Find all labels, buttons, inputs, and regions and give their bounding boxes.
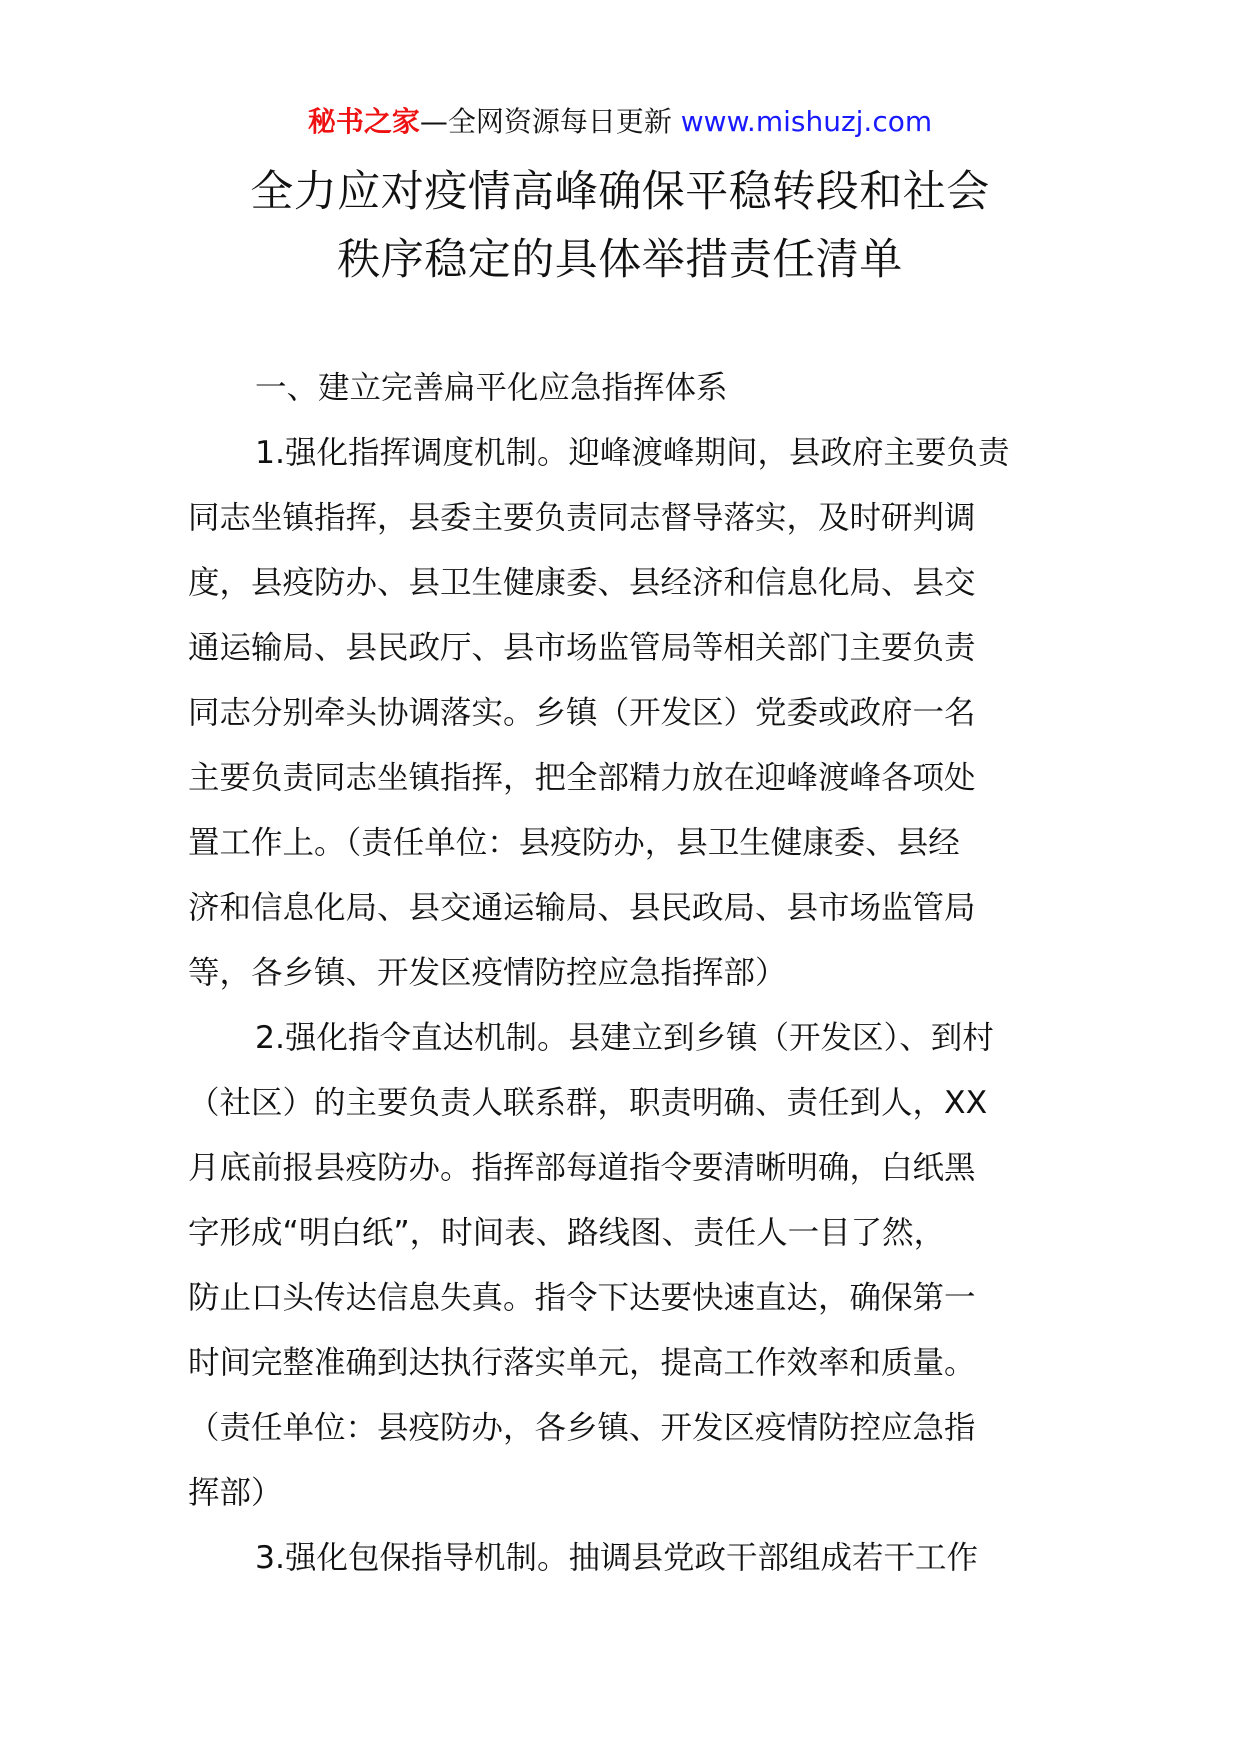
document-title-line-2: 秩序稳定的具体举措责任清单 [337,235,903,285]
document-title-line-1: 全力应对疫情高峰确保平稳转段和社会 [250,167,990,217]
body-line: 等，各乡镇、开发区疫情防控应急指挥部） [188,955,787,991]
body-line: 3.强化包保指导机制。抽调县党政干部组成若干工作 [255,1540,979,1576]
body-line: 1.强化指挥调度机制。迎峰渡峰期间，县政府主要负责 [255,435,1010,471]
body-line: 置工作上。（责任单位：县疫防办，县卫生健康委、县经 [188,825,960,861]
site-header [0,102,1240,142]
body-line: 时间完整准确到达执行落实单元，提高工作效率和质量。 [188,1345,976,1381]
body-line: 通运输局、县民政厅、县市场监管局等相关部门主要负责 [188,630,976,666]
body-line: （社区）的主要负责人联系群，职责明确、责任到人，XX [188,1085,988,1121]
body-line: 字形成“明白纸”，时间表、路线图、责任人一目了然， [188,1215,946,1251]
brand-name: 秘书之家 [307,105,420,138]
body-line: 防止口头传达信息失真。指令下达要快速直达，确保第一 [188,1280,976,1316]
body-line: 同志坐镇指挥，县委主要负责同志督导落实，及时研判调 [188,500,976,536]
body-line: 挥部） [188,1475,283,1511]
site-url: www.mishuzj.com [680,105,933,138]
body-line: 同志分别牵头协调落实。乡镇（开发区）党委或政府一名 [188,695,976,731]
body-line: 月底前报县疫防办。指挥部每道指令要清晰明确，白纸黑 [188,1150,976,1186]
body-line: 度，县疫防办、县卫生健康委、县经济和信息化局、县交 [188,565,976,601]
section-heading: 一、建立完善扁平化应急指挥体系 [255,370,728,406]
body-line: 2.强化指令直达机制。县建立到乡镇（开发区）、到村 [255,1020,994,1056]
body-line: 主要负责同志坐镇指挥，把全部精力放在迎峰渡峰各项处 [188,760,976,796]
document-body [188,356,1058,1591]
header-slogan: —全网资源每日更新 [419,105,681,138]
body-line: （责任单位：县疫防办，各乡镇、开发区疫情防控应急指 [188,1410,976,1446]
body-line: 济和信息化局、县交通运输局、县民政局、县市场监管局 [188,890,976,926]
